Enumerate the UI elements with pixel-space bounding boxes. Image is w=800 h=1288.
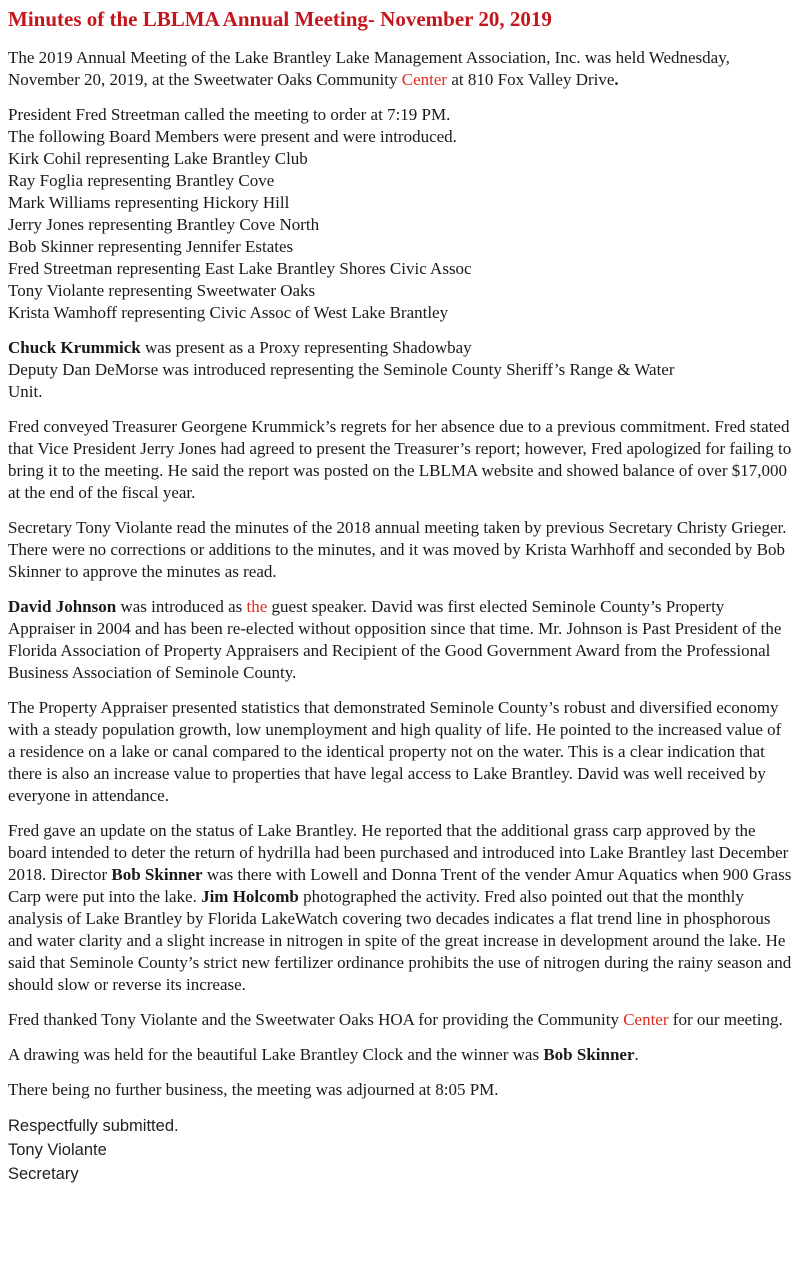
- intro-text-end: at 810 Fox Valley Drive: [447, 70, 615, 89]
- thanks-paragraph: [8, 1009, 792, 1031]
- board-member-line: Mark Williams representing Hickory Hill: [8, 193, 290, 212]
- proxy-paragraph: [8, 337, 792, 403]
- intro-text: The 2019 Annual Meeting of the Lake Brantley Lake Management Association, Inc. was held Wednesday, November 20, 2019, at the Sweetwater Oaks Community: [8, 48, 730, 89]
- drawing-paragraph: [8, 1044, 792, 1066]
- appraiser-paragraph: The Property Appraiser presented statistics that demonstrated Seminole County’s robust and diversified economy with a steady population growth, low unemployment and high quality of life. He pointed to the increased value of a residence on a lake or canal compared to the identical property not on the water. This is a clear indication that there is also an increase value to properties that have legal access to Lake Brantley. David was well received by everyone in attendance.: [8, 698, 782, 805]
- treasurer-paragraph: Fred conveyed Treasurer Georgene Krummick’s regrets for her absence due to a previous commitment. Fred stated that Vice President Jerry Jones had agreed to present the Treasurer’s report; however, Fred apologized for failing to bring it to the meeting. He said the report was posted on the LBLMA website and showed balance of over $17,000 at the end of the fiscal year.: [8, 417, 792, 502]
- board-member-line: Jerry Jones representing Brantley Cove North: [8, 215, 320, 234]
- signature-block: [8, 1114, 792, 1186]
- board-member-line: Ray Foglia representing Brantley Cove: [8, 171, 275, 190]
- bold-name-chuck-krummick: Chuck Krummick: [8, 338, 141, 357]
- lake-update-text: Fred gave an update on the status of Lake Brantley. He reported that the additional grass carp approved by the board intended to deter the return of hydrilla had been purchased and introduced into Lake Brantley last December 2018. Director: [8, 821, 789, 884]
- page-title: Minutes of the LBLMA Annual Meeting- November 20, 2019: [8, 7, 552, 31]
- drawing-text-end: .: [634, 1045, 639, 1064]
- red-word-center: Center: [401, 70, 448, 89]
- lake-update-text-3: photographed the activity. Fred also pointed out that the monthly analysis of Lake Brantley by Florida LakeWatch covering two decades indicates a flat trend line in phosphorous and water clarity and a slight increase in nitrogen in spite of the great increase in development around the lake. He said that Seminole County’s strict new fertilizer ordinance prohibits the use of nitrogen during the rainy season and should slow or reverse its increase.: [8, 887, 792, 994]
- board-member-line: Bob Skinner representing Jennifer Estates: [8, 237, 294, 256]
- proxy-text: was present as a Proxy representing Shadowbay: [140, 338, 472, 357]
- bold-name-jim-holcomb: Jim Holcomb: [201, 887, 299, 906]
- bold-period: .: [614, 70, 619, 89]
- attendance-block: [8, 104, 792, 324]
- board-member-line: Kirk Cohil representing Lake Brantley Club: [8, 149, 308, 168]
- bold-name-bob-skinner-winner: Bob Skinner: [543, 1045, 635, 1064]
- thanks-text: Fred thanked Tony Violante and the Sweetwater Oaks HOA for providing the Community: [8, 1010, 624, 1029]
- thanks-text-end: for our meeting.: [668, 1010, 783, 1029]
- speaker-text-end: guest speaker. David was first elected Seminole County’s Property Appraiser in 2004 and has been re-elected without opposition since that time. Mr. Johnson is Past President of the Florida Association of Property Appraisers and Recipient of the Good Government Award from the Professional Business Association of Seminole County.: [8, 597, 782, 682]
- signature-name: Tony Violante: [8, 1141, 107, 1159]
- signature-closing: Respectfully submitted.: [8, 1117, 179, 1135]
- lake-update-text-2: was there with Lowell and Donna Trent of the vender Amur Aquatics when 900 Grass Carp were put into the lake.: [8, 865, 792, 906]
- board-member-line: Krista Wamhoff representing Civic Assoc of West Lake Brantley: [8, 303, 449, 322]
- adjournment-paragraph: There being no further business, the meeting was adjourned at 8:05 PM.: [8, 1080, 499, 1099]
- board-member-line: Tony Violante representing Sweetwater Oaks: [8, 281, 316, 300]
- minutes-approval-paragraph: Secretary Tony Violante read the minutes of the 2018 annual meeting taken by previous Secretary Christy Grieger. There were no corrections or additions to the minutes, and it was moved by Krista Warhhoff and seconded by Bob Skinner to approve the minutes as read.: [8, 518, 791, 581]
- signature-role: Secretary: [8, 1165, 79, 1183]
- bold-name-david-johnson: David Johnson: [8, 597, 117, 616]
- deputy-line: Deputy Dan DeMorse was introduced representing the Seminole County Sheriff’s Range & Water: [8, 360, 675, 379]
- intro-paragraph: [8, 47, 792, 91]
- guest-speaker-paragraph: [8, 596, 792, 684]
- red-word-center-2: Center: [623, 1010, 669, 1029]
- call-to-order-line: President Fred Streetman called the meeting to order at 7:19 PM.: [8, 105, 451, 124]
- speaker-text: was introduced as: [116, 597, 247, 616]
- board-intro-line: The following Board Members were present and were introduced.: [8, 127, 457, 146]
- red-word-the: the: [246, 597, 268, 616]
- deputy-line-wrap: Unit.: [8, 382, 43, 401]
- board-member-line: Fred Streetman representing East Lake Brantley Shores Civic Assoc: [8, 259, 472, 278]
- drawing-text: A drawing was held for the beautiful Lake Brantley Clock and the winner was: [8, 1045, 544, 1064]
- bold-name-bob-skinner: Bob Skinner: [111, 865, 203, 884]
- lake-update-paragraph: [8, 820, 792, 996]
